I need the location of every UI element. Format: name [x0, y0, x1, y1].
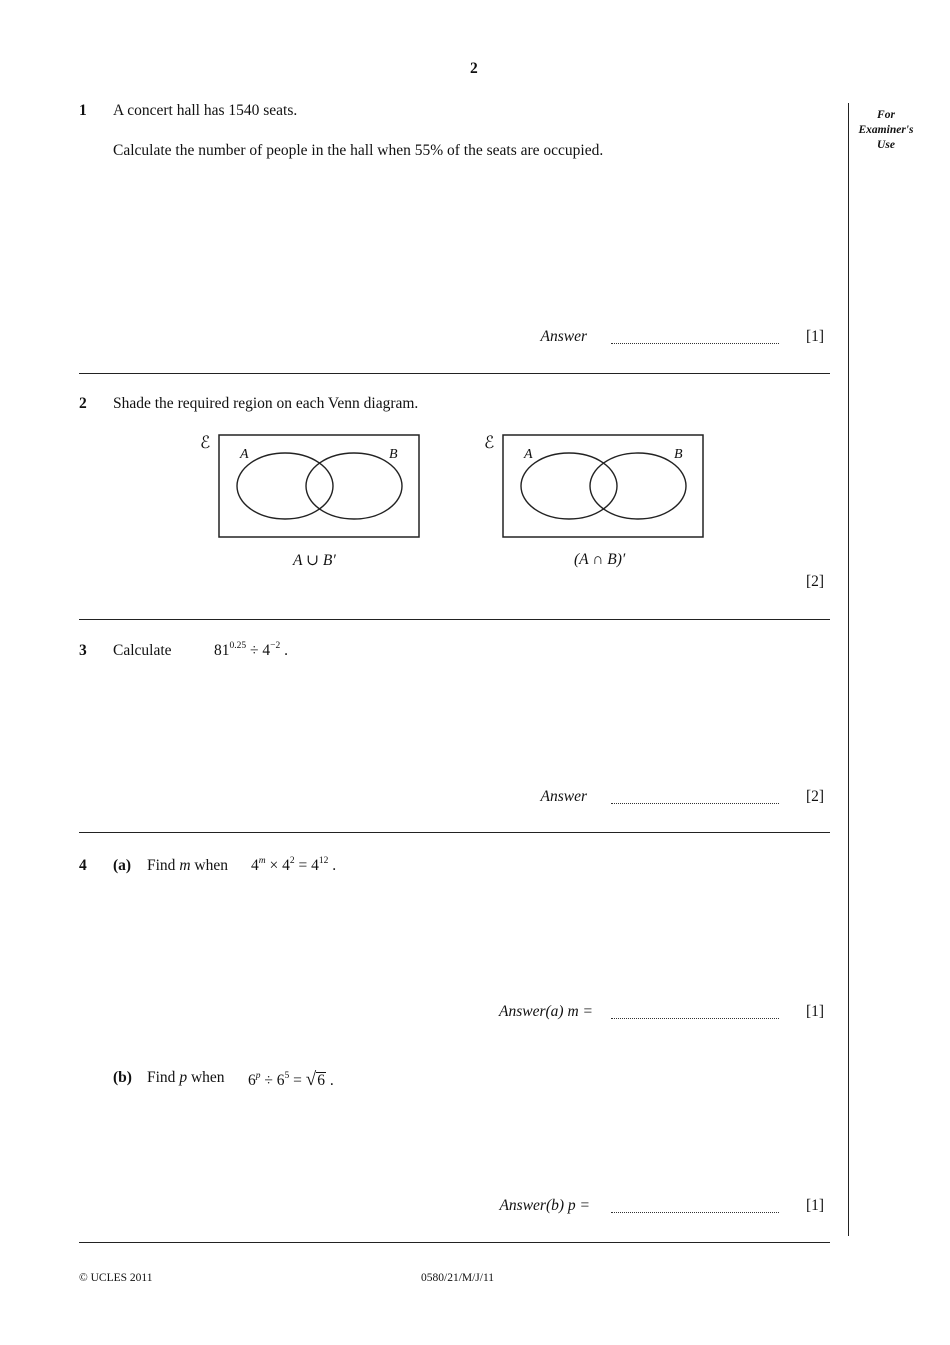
- examiner-line-1: For: [877, 109, 895, 121]
- q4a-mid: × 4: [269, 857, 290, 874]
- q3-op: ÷ 4: [250, 642, 271, 659]
- q2-text: Shade the required region on each Venn diagram.: [113, 395, 419, 412]
- q4a-exp3: 12: [318, 856, 329, 866]
- q1-line2: Calculate the number of people in the hall when 55% of the seats are occupied.: [113, 142, 604, 159]
- q4a-end: .: [332, 857, 337, 874]
- q3-mark: [2]: [806, 788, 825, 805]
- q4a-expression: [251, 857, 336, 875]
- q3-number: 3: [79, 642, 87, 659]
- q1-answer-line[interactable]: [611, 343, 779, 344]
- q3-end: .: [284, 642, 288, 659]
- examiner-line-2: Examiner's: [858, 124, 914, 136]
- q3-expression: [214, 642, 288, 660]
- q1-answer-label: Answer: [540, 328, 587, 345]
- q1-mark: [1]: [806, 328, 825, 345]
- venn-right-label-b: B: [674, 447, 683, 462]
- q2-number: 2: [79, 395, 87, 412]
- page-number: 2: [470, 60, 478, 77]
- q3-word: Calculate: [113, 642, 172, 659]
- footer-code: 0580/21/M/J/11: [421, 1272, 495, 1284]
- q1-divider: [79, 373, 830, 374]
- venn-left-label-b: B: [389, 447, 398, 462]
- q4b-mark: [1]: [806, 1197, 825, 1214]
- q4a-part: (a): [113, 857, 132, 874]
- q4a-find: Find: [147, 857, 176, 874]
- q4a-text: [147, 857, 228, 875]
- q4a-var: m: [179, 857, 191, 874]
- q4b-sqrt-symbol: √: [305, 1069, 317, 1090]
- q4b-eq: =: [293, 1072, 302, 1089]
- q4b-end: .: [329, 1072, 334, 1089]
- q4a-exp1: m: [258, 856, 266, 866]
- q3-exp2: −2: [270, 641, 281, 651]
- q4a-eq: = 4: [298, 857, 319, 874]
- venn-right-universal-symbol: ℰ: [484, 433, 495, 452]
- q4b-text: [147, 1069, 225, 1087]
- q4b-find: Find: [147, 1069, 176, 1086]
- q4b-mid: ÷ 6: [264, 1072, 285, 1089]
- q4a-base1: 4: [251, 857, 259, 874]
- q4b-sqrt-value: 6: [317, 1072, 325, 1089]
- venn-left-label-a: A: [240, 447, 249, 462]
- examiner-line-3: Use: [877, 139, 895, 151]
- q4b-var: p: [179, 1069, 188, 1086]
- q4a-answer-label: Answer(a) m =: [499, 1003, 593, 1020]
- q4b-base1: 6: [248, 1072, 256, 1089]
- q4-number: 4: [79, 857, 87, 874]
- q4b-answer-label: Answer(b) p =: [499, 1197, 590, 1214]
- q3-answer-label: Answer: [540, 788, 587, 805]
- page-bottom-rule: [79, 1242, 830, 1243]
- q4a-answer-line[interactable]: [611, 1018, 779, 1019]
- venn-left-circle-b: [306, 453, 402, 519]
- venn-left-universal-symbol: ℰ: [200, 433, 211, 452]
- q3-base1: 81: [214, 642, 230, 659]
- q4b-when: when: [190, 1069, 225, 1086]
- q4b-exp2: 5: [284, 1071, 290, 1081]
- venn-left-caption: A ∪ B′: [293, 552, 336, 569]
- q4a-mark: [1]: [806, 1003, 825, 1020]
- q4b-exp1: p: [255, 1071, 261, 1081]
- q4b-part: (b): [113, 1069, 132, 1086]
- q3-answer-line[interactable]: [611, 803, 779, 804]
- examiner-margin-line: [848, 103, 849, 1236]
- q4a-when: when: [194, 857, 228, 874]
- venn-right-label-a: A: [524, 447, 533, 462]
- q4b-answer-line[interactable]: [611, 1212, 779, 1213]
- q1-line1: A concert hall has 1540 seats.: [113, 102, 298, 119]
- q4a-exp2: 2: [289, 856, 295, 866]
- venn-right-circle-b: [590, 453, 686, 519]
- venn-right-caption: (A ∩ B)′: [574, 551, 626, 568]
- q2-mark: [2]: [806, 573, 825, 590]
- q3-exp1: 0.25: [229, 641, 247, 651]
- q3-divider: [79, 832, 830, 833]
- q1-number: 1: [79, 102, 87, 119]
- venn-right-universal-box: [503, 435, 703, 537]
- examiner-use-label: [850, 108, 922, 153]
- footer-copyright: © UCLES 2011: [79, 1272, 153, 1284]
- q4b-expression: [248, 1069, 334, 1091]
- q2-divider: [79, 619, 830, 620]
